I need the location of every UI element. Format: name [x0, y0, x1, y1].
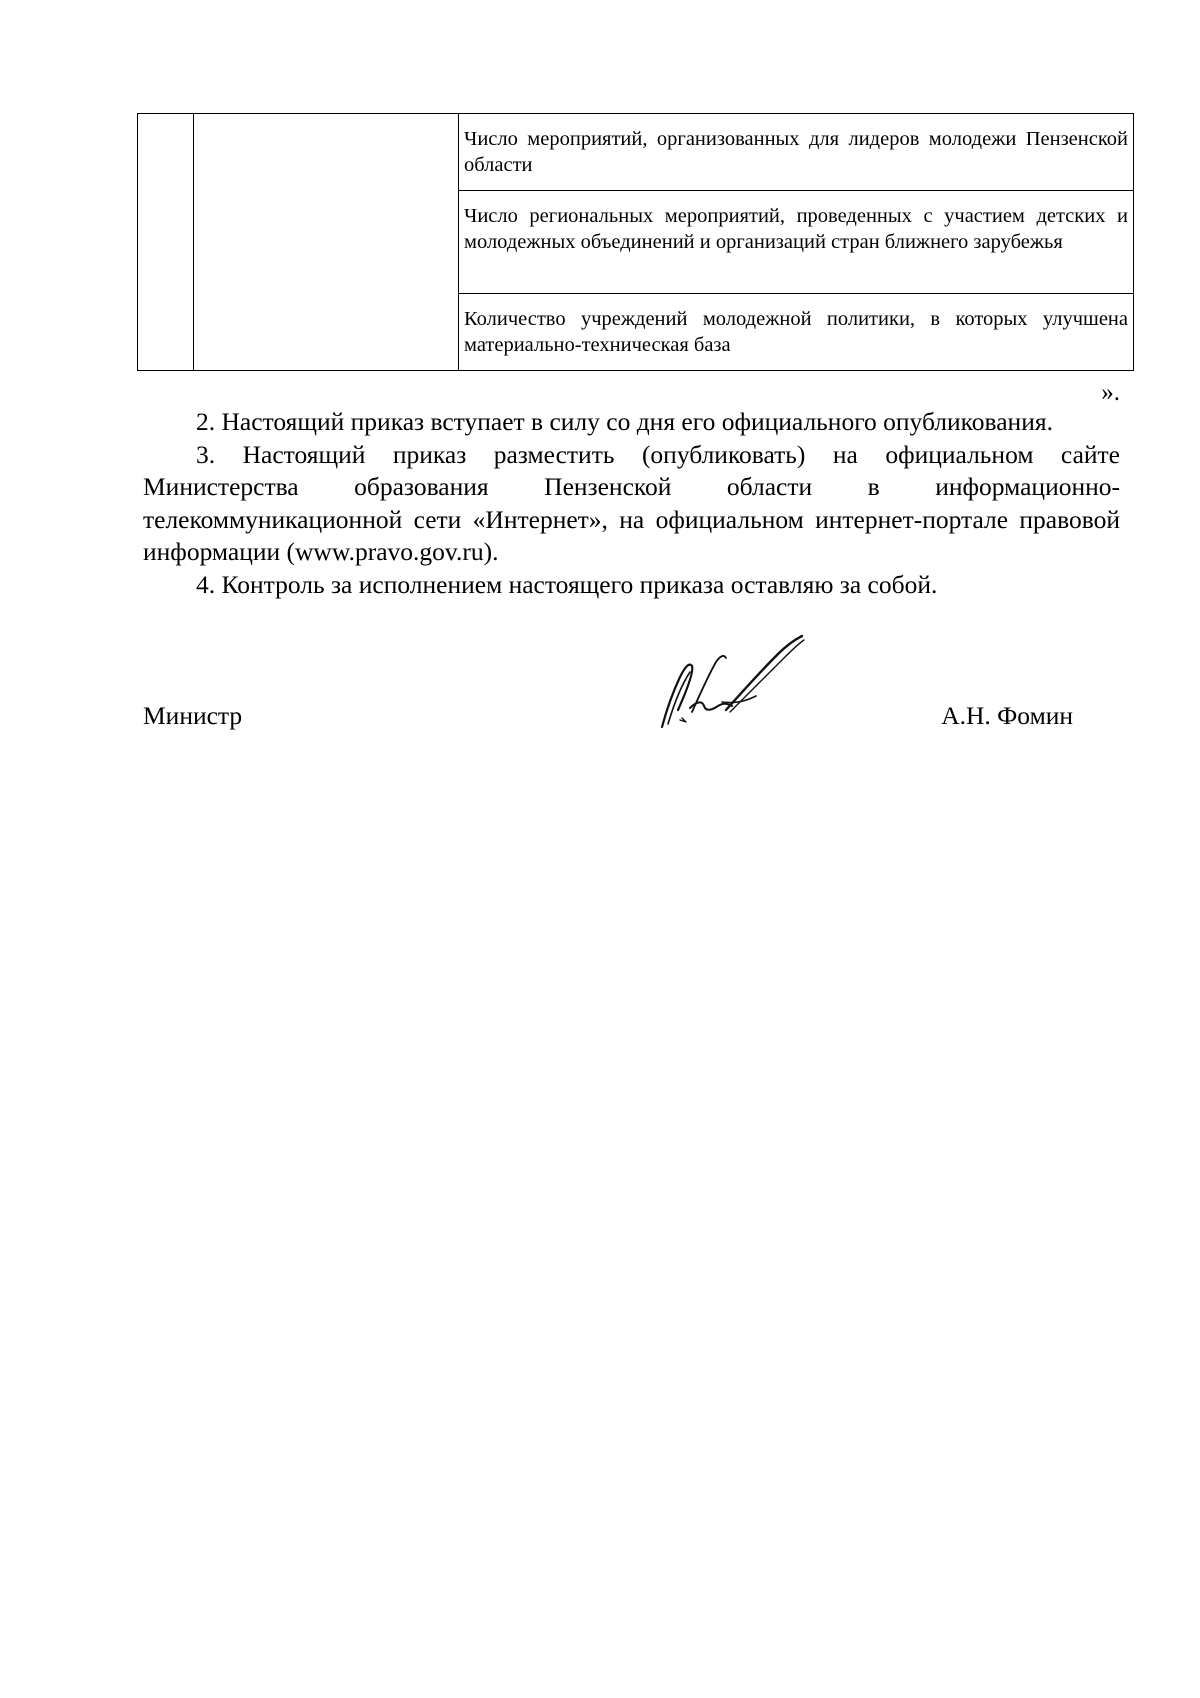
paragraph-publication: 3. Настоящий приказ разместить (опубликовать) на официальном сайте Министерства образования Пензенской области в информационно-телекоммуникационной сети «Интернет», на официальном интернет-портале правовой информации (www.pravo.gov.ru).: [143, 439, 1120, 566]
name-cell: [194, 114, 459, 371]
signature-block: [143, 700, 1073, 740]
closing-quote-mark: ».: [1101, 379, 1120, 406]
paragraph-control: 4. Контроль за исполнением настоящего приказа оставляю за собой.: [196, 569, 938, 599]
indicator-table: [137, 113, 1134, 371]
indicator-cell: Число мероприятий, организованных для лидеров молодежи Пензенской области: [459, 114, 1134, 191]
signer-title: Министр: [143, 701, 243, 730]
order-paragraphs: [143, 406, 1120, 601]
paragraph-effective-date: 2. Настоящий приказ вступает в силу со дня его официального опубликования.: [196, 407, 1053, 436]
signer-name: А.Н. Фомин: [941, 701, 1073, 730]
table-row: [138, 114, 1134, 191]
indicator-cell: Число региональных мероприятий, проведенных с участием детских и молодежных объединений и организаций стран ближнего зарубежья: [459, 191, 1134, 294]
indicator-cell: Количество учреждений молодежной политики, в которых улучшена материально-техническая база: [459, 294, 1134, 371]
number-cell: [138, 114, 194, 371]
